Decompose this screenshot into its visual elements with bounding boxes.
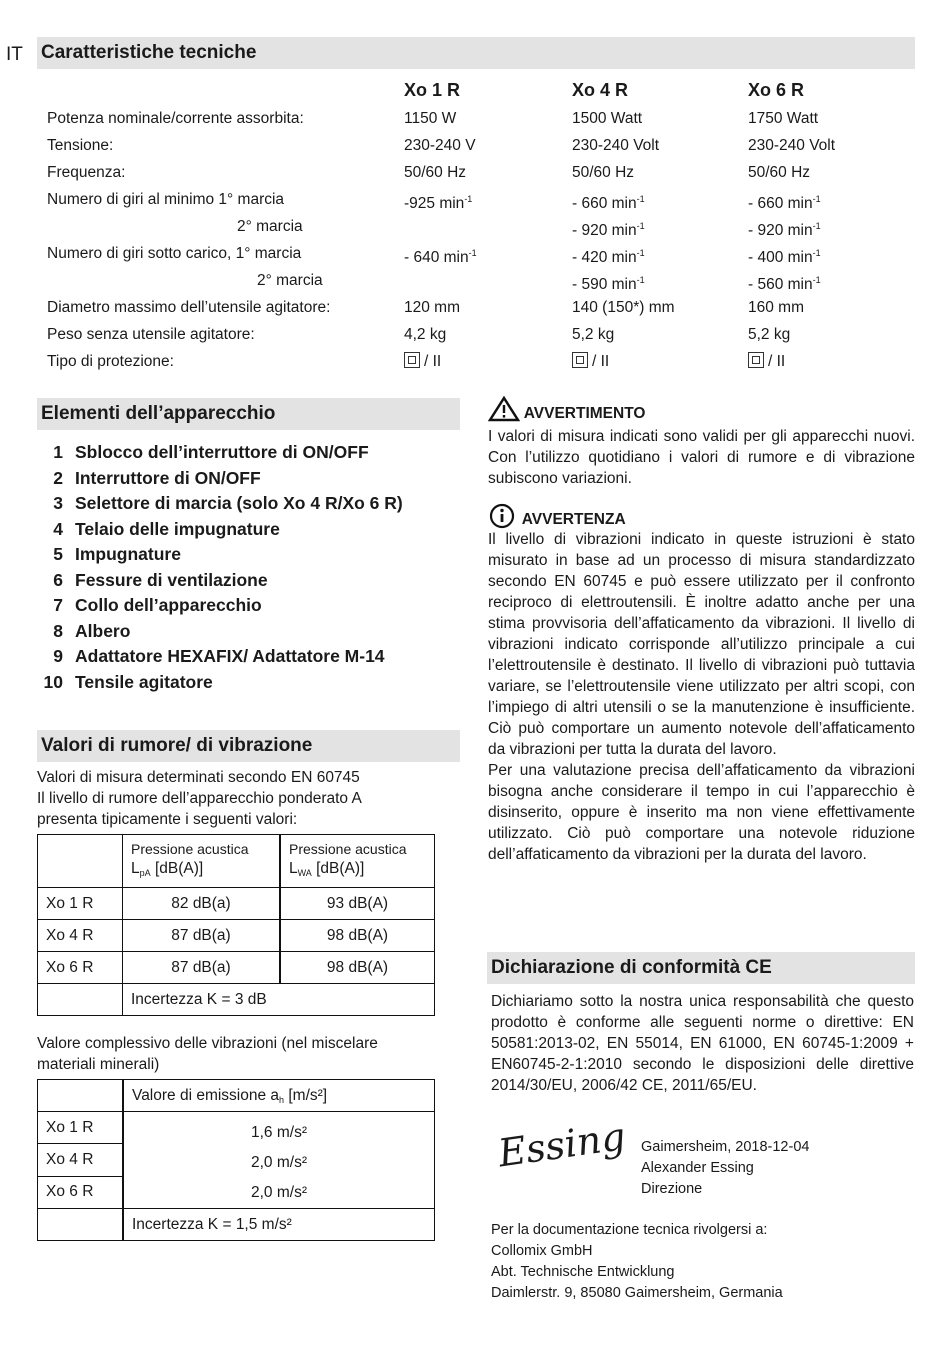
spec-table: [47, 75, 927, 375]
vibration-value: 2,0 m/s²: [251, 1184, 307, 1201]
noise-intro-line: Il livello di rumore dell’apparecchio ponderato A: [37, 790, 362, 807]
spec-value: [572, 159, 634, 186]
spec-value-text: - 560 min: [748, 276, 813, 293]
spec-label: 2° marcia: [237, 218, 303, 235]
documentation-contact: [491, 1220, 911, 1304]
warning-heading: [488, 396, 915, 426]
list-item: [37, 570, 268, 595]
spec-section-header: [37, 37, 915, 69]
signatory-name: Alexander Essing: [641, 1160, 754, 1176]
item-number: 4: [53, 518, 63, 539]
spec-value-text: 230-240 Volt: [748, 137, 836, 154]
spec-label: Diametro massimo dell’utensile agitatore:: [47, 299, 331, 316]
item-label: Collo dell’apparecchio: [75, 595, 262, 615]
item-number: 5: [53, 544, 63, 564]
spec-row: [47, 294, 947, 321]
lpa-subscript: pA: [139, 868, 151, 878]
lpa-value: 87 dB(a): [123, 952, 281, 984]
list-item: [37, 519, 280, 544]
spec-value: [404, 105, 456, 132]
vibration-table: [37, 1079, 435, 1241]
spec-value: [748, 132, 835, 159]
lwa-value: 98 dB(A): [280, 952, 435, 984]
spec-value: [748, 105, 818, 132]
item-number: 2: [53, 467, 63, 488]
spec-label: Numero di giri al minimo 1° marcia: [47, 191, 285, 208]
spec-label: Numero di giri sotto carico, 1° marcia: [47, 245, 302, 262]
item-number: 6: [53, 569, 63, 590]
spec-value: [572, 321, 614, 348]
spec-value-text: 5,2 kg: [572, 326, 615, 343]
list-item: [37, 646, 385, 671]
spec-value-text: 140 (150*) mm: [572, 299, 675, 316]
spec-row: [47, 348, 947, 375]
spec-value-text: / II: [592, 353, 610, 370]
lwa-header-label: Pressione acustica: [289, 841, 407, 857]
lpa-value: 87 dB(a): [123, 920, 281, 952]
spec-value: [404, 321, 446, 348]
noise-table-header: [38, 835, 435, 888]
notice-title: AVVERTENZA: [521, 511, 626, 528]
unit-superscript: -1: [636, 248, 645, 258]
item-label: Albero: [75, 620, 131, 641]
spec-value-text: - 400 min: [748, 249, 813, 266]
vibration-table-header: [38, 1080, 435, 1112]
list-item: [37, 595, 262, 620]
place-date: Gaimersheim, 2018-12-04: [641, 1139, 810, 1155]
item-number: 10: [43, 671, 63, 692]
lwa-unit: [dB(A)]: [316, 860, 365, 877]
notice-text: Il livello di vibrazioni indicato in queste istruzioni è stato misurato in base ad un processo di misura standardizzato secondo EN 60745 e può essere utilizzato per il confronto reciproco di elettroutensili. È inoltre adatto anche per una stima provvisoria dell’affaticamento da vibrazioni. Il livello di vibrazioni indicato corrisponde all’utilizzo principale a cui l’elettroutensile è destinato. Il livello di vibrazioni può tuttavia variare, se l’elettroutensile viene utilizzato per altri scopi, con l’impiego di altri utensili o se la manutenzione è insufficiente. Ciò può comportare un aumento notevole dell’affaticamento da vibrazioni per tutta la durata del lavoro.: [488, 531, 915, 758]
vibration-values: [123, 1112, 435, 1209]
spec-label: Frequenza:: [47, 164, 126, 181]
spec-row: [47, 159, 947, 186]
lpa-unit: [dB(A)]: [154, 860, 204, 877]
spec-value: [404, 348, 441, 375]
spec-value: [748, 348, 785, 375]
spec-row: [47, 267, 947, 294]
lpa-value: 82 dB(a): [123, 888, 281, 920]
spec-label: Potenza nominale/corrente assorbita:: [47, 110, 304, 127]
spec-value-text: - 660 min: [748, 195, 813, 212]
protection-class-icon: [572, 352, 588, 368]
doc-line: Collomix GmbH: [491, 1243, 593, 1259]
spec-value: [572, 105, 642, 132]
model-cell: Xo 4 R: [38, 1144, 124, 1176]
info-icon: [488, 503, 518, 529]
spec-value-text: 50/60 Hz: [748, 164, 811, 181]
elements-list: [37, 442, 467, 702]
lwa-value: 93 dB(A): [280, 888, 435, 920]
spec-value-text: 230-240 V: [404, 137, 476, 154]
item-label: Telaio delle impugnature: [75, 518, 280, 539]
spec-row: [47, 213, 947, 240]
empty-cell: [38, 835, 123, 888]
protection-class-icon: [748, 352, 764, 368]
vibration-intro: [37, 1033, 457, 1075]
noise-table: [37, 834, 435, 1016]
list-item: [37, 621, 130, 646]
unit-superscript: -1: [812, 248, 821, 258]
spec-value-text: - 920 min: [572, 222, 637, 239]
spec-row: [47, 105, 947, 132]
spec-row: [47, 321, 947, 348]
noise-intro-line: Valori di misura determinati secondo EN 60745: [37, 769, 360, 786]
signatory-role: Direzione: [641, 1181, 703, 1197]
spec-model-row: [47, 77, 947, 104]
emission-header: [123, 1080, 435, 1112]
list-item: [37, 672, 213, 697]
list-item: [37, 544, 181, 569]
spec-value-text: 1500 Watt: [572, 110, 643, 127]
item-number: 7: [53, 595, 63, 615]
spec-value: [748, 159, 810, 186]
vibration-intro-line: materiali minerali): [37, 1056, 160, 1073]
ce-section-title: Dichiarazione di conformità CE: [491, 957, 772, 978]
unit-superscript: -1: [812, 275, 821, 285]
model-cell: Xo 1 R: [38, 888, 123, 920]
item-label: Adattatore HEXAFIX/ Adattatore M-14: [75, 646, 385, 666]
table-row: [38, 952, 435, 984]
table-row: [38, 888, 435, 920]
noise-intro-line: presenta tipicamente i seguenti valori:: [37, 811, 298, 828]
spec-section-title: Caratteristiche tecniche: [41, 42, 257, 63]
noise-uncertainty: Incertezza K = 3 dB: [123, 984, 435, 1016]
lwa-subscript: WA: [297, 868, 312, 878]
noise-intro: [37, 767, 457, 830]
unit-superscript: -1: [812, 221, 821, 231]
item-number: 3: [53, 493, 63, 513]
lwa-value: 98 dB(A): [280, 920, 435, 952]
warning-text: I valori di misura indicati sono validi per gli apparecchi nuovi. Con l’utilizzo quotidiano i valori di rumore e di vibrazione subiscono variazioni.: [488, 428, 915, 487]
vibration-value: 1,6 m/s²: [251, 1124, 307, 1141]
spec-value-text: -925 min: [404, 195, 465, 212]
language-code: IT: [6, 44, 23, 65]
model-cell: Xo 6 R: [38, 952, 123, 984]
empty-cell: [38, 1209, 124, 1241]
item-number: 1: [53, 442, 63, 462]
item-number: 9: [53, 646, 63, 666]
spec-value-text: - 660 min: [572, 195, 637, 212]
spec-value: [404, 132, 476, 159]
item-label: Impugnature: [75, 544, 181, 564]
vibration-value: 2,0 m/s²: [251, 1154, 307, 1171]
lwa-header: [280, 835, 435, 888]
item-label: Sblocco dell’interruttore di ON/OFF: [75, 442, 369, 462]
spec-label: 2° marcia: [257, 272, 323, 289]
model-cell: Xo 4 R: [38, 920, 123, 952]
model-cell: Xo 6 R: [38, 1176, 124, 1208]
spec-value-text: 160 mm: [748, 299, 804, 316]
list-item: [37, 493, 403, 518]
unit-superscript: -1: [636, 221, 645, 231]
table-row: [38, 920, 435, 952]
emission-subscript: h: [279, 1094, 285, 1105]
spec-row: [47, 132, 947, 159]
ce-declaration: Dichiariamo sotto la nostra unica responsabilità che questo prodotto è conforme alle seguenti norme o direttive: EN 50581:2013-02, EN 55014, EN 61000, EN 60745-1:2009 + EN60745-2-1:2010 secondo le disposizioni delle direttive 2014/30/EU, 2006/42 CE, 2011/65/EU.: [491, 993, 914, 1094]
unit-superscript: -1: [636, 194, 645, 204]
unit-superscript: -1: [812, 194, 821, 204]
model-name: Xo 6 R: [748, 80, 805, 100]
notice-block: [488, 503, 915, 865]
doc-line: Per la documentazione tecnica rivolgersi a:: [491, 1222, 768, 1238]
list-item: [37, 468, 261, 493]
noise-section-header: [37, 730, 460, 762]
doc-line: Abt. Technische Entwicklung: [491, 1264, 675, 1280]
lpa-header: [123, 835, 281, 888]
spec-value: [572, 348, 609, 375]
noise-section-title: Valori di rumore/ di vibrazione: [41, 735, 313, 756]
model-name: Xo 4 R: [572, 80, 629, 100]
spec-value-text: 5,2 kg: [748, 326, 791, 343]
empty-cell: [38, 1080, 124, 1112]
list-item: [37, 442, 369, 467]
empty-cell: [38, 984, 123, 1016]
spec-value-text: - 420 min: [572, 249, 637, 266]
spec-value-text: 1150 W: [404, 110, 457, 127]
warning-title: AVVERTIMENTO: [523, 405, 646, 422]
item-label: Fessure di ventilazione: [75, 569, 268, 590]
spec-value-text: 50/60 Hz: [572, 164, 635, 181]
table-row: [38, 984, 435, 1016]
spec-value: [572, 132, 659, 159]
vibration-uncertainty: Incertezza K = 1,5 m/s²: [123, 1209, 435, 1241]
spec-row: [47, 186, 947, 213]
protection-class-icon: [404, 352, 420, 368]
item-number: 8: [53, 620, 63, 641]
spec-label: Peso senza utensile agitatore:: [47, 326, 255, 343]
lpa-symbol: L: [131, 860, 140, 877]
spec-value-text: / II: [768, 353, 786, 370]
emission-unit: [m/s²]: [284, 1086, 328, 1104]
unit-superscript: -1: [464, 194, 473, 204]
spec-value: [404, 294, 460, 321]
ce-section-header: [487, 952, 915, 984]
spec-value-text: / II: [424, 353, 442, 370]
spec-value: [748, 321, 790, 348]
lwa-symbol: L: [289, 860, 298, 877]
elements-section-header: [37, 398, 460, 430]
table-row: [38, 1209, 435, 1241]
spec-value-text: 120 mm: [404, 299, 460, 316]
signature: Essing: [495, 1114, 629, 1176]
signatory-block: [641, 1137, 911, 1200]
warning-triangle-icon: [488, 396, 520, 422]
doc-line: Daimlerstr. 9, 85080 Gaimersheim, Germania: [491, 1285, 783, 1301]
spec-value-text: - 590 min: [572, 276, 637, 293]
notice-heading: [488, 503, 915, 529]
item-label: Tensile agitatore: [75, 671, 213, 692]
item-label: Selettore di marcia (solo Xo 4 R/Xo 6 R): [75, 493, 403, 513]
emission-header-label: Valore di emissione a: [132, 1086, 280, 1104]
spec-value: [748, 294, 804, 321]
elements-section-title: Elementi dell’apparecchio: [41, 403, 276, 424]
spec-value-text: 1750 Watt: [748, 110, 819, 127]
spec-value-text: 4,2 kg: [404, 326, 447, 343]
vibration-intro-line: Valore complessivo delle vibrazioni (nel miscelare: [37, 1035, 378, 1052]
lpa-header-label: Pressione acustica: [131, 841, 249, 857]
unit-superscript: -1: [468, 248, 477, 258]
spec-value: [404, 159, 466, 186]
spec-value: [572, 294, 675, 321]
spec-label: Tipo di protezione:: [47, 353, 174, 370]
spec-label: Tensione:: [47, 137, 114, 154]
item-label: Interruttore di ON/OFF: [75, 467, 261, 488]
spec-value-text: - 920 min: [748, 222, 813, 239]
model-name: Xo 1 R: [404, 80, 461, 100]
spec-row: [47, 240, 947, 267]
unit-superscript: -1: [636, 275, 645, 285]
notice-text: Per una valutazione precisa dell’affaticamento da vibrazioni bisogna anche considerare il tempo in cui l’apparecchio è disinserito, oppure è inserito ma non viene effettivamente utilizzato. Ciò può comportare una notevole riduzione dell’affaticamento da vibrazioni per la durata del lavoro.: [488, 762, 915, 863]
spec-value-text: 230-240 Volt: [572, 137, 660, 154]
table-row: [38, 1112, 435, 1144]
spec-value-text: - 640 min: [404, 249, 469, 266]
model-cell: Xo 1 R: [38, 1112, 124, 1144]
spec-value-text: 50/60 Hz: [404, 164, 467, 181]
warning-block: [488, 396, 915, 489]
